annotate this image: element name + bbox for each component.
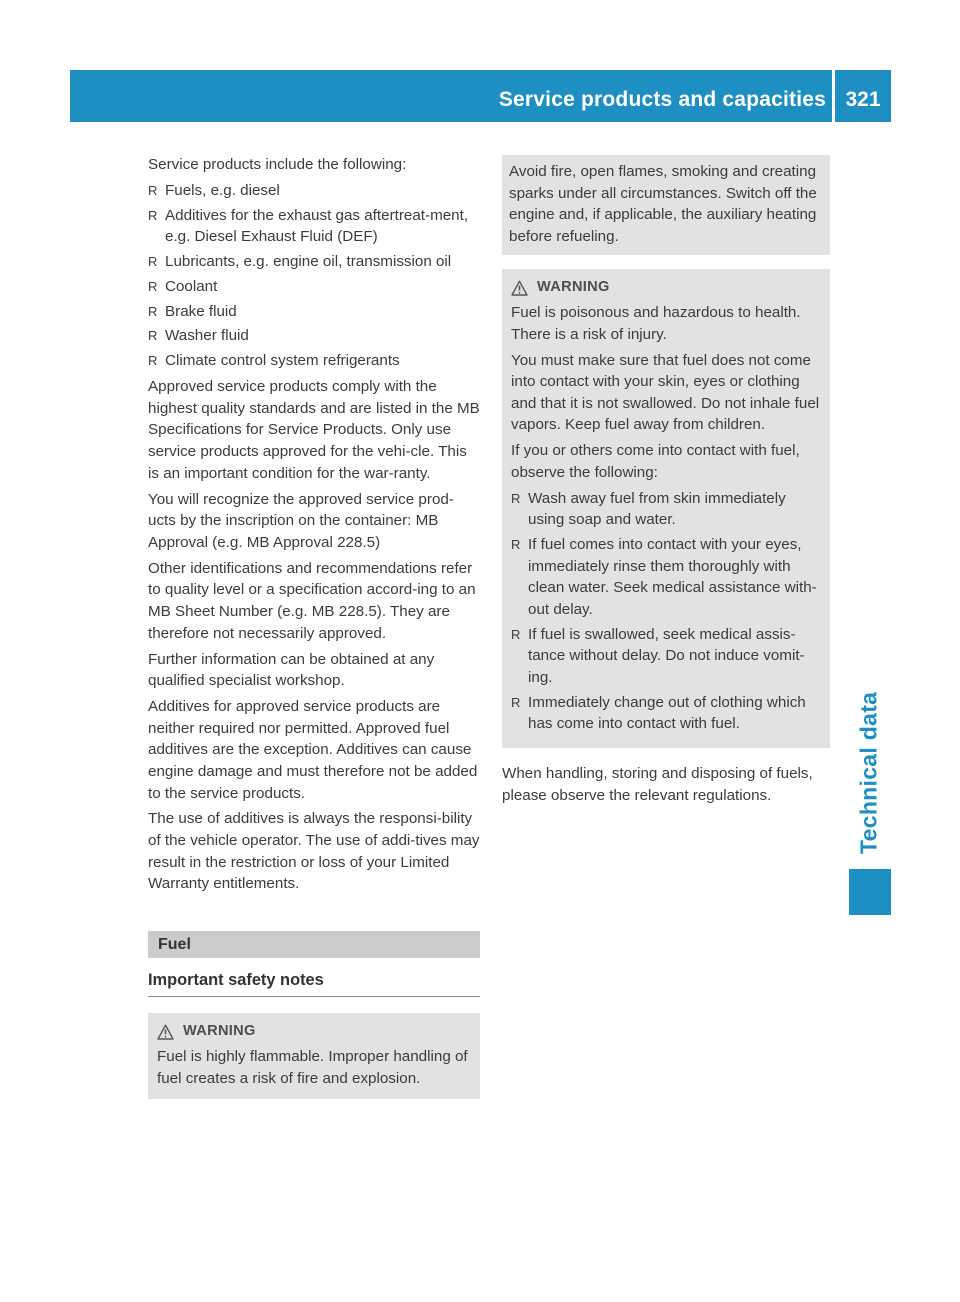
- bullet-marker: R: [148, 303, 158, 319]
- paragraph: Other identifications and recommendations refer to quality level or a specification accord-ing to an MB Sheet Number (e.g. MB 228.5). They are therefore not necessarily approved.: [148, 559, 476, 642]
- list-item: R Immediately change out of clothing which has come into contact with fuel.: [511, 693, 806, 733]
- paragraph: You will recognize the approved service prod-ucts by the inscription on the container: MB Approval (e.g. MB Approval 228.5): [148, 490, 454, 551]
- paragraph: Further information can be obtained at any qualified specialist workshop.: [148, 650, 435, 690]
- list-item: R If fuel comes into contact with your eyes, immediately rinse them thoroughly with clean water. Seek medical assistance with-out delay.: [511, 536, 817, 619]
- bullet-marker: R: [148, 278, 158, 294]
- bullet-marker: R: [148, 254, 158, 270]
- intro-text: Service products include the following:: [148, 156, 407, 173]
- warning-triangle-icon: [511, 280, 528, 296]
- left-column: [148, 154, 480, 1099]
- paragraph: Additives for approved service products are neither required nor permitted. Approved fuel additives are the exception. Additives can cause engine damage and must therefore not be added to the service products.: [148, 698, 478, 802]
- bullet-marker: R: [148, 182, 158, 198]
- side-tab-marker: [849, 869, 891, 915]
- service-products-list: [148, 180, 480, 372]
- continued-warning-box: [502, 155, 830, 255]
- list-item: R If fuel is swallowed, seek medical assis-tance without delay. Do not induce vomit-ing.: [511, 625, 805, 687]
- warning-box-flammable: [148, 1013, 480, 1099]
- bullet-marker: R: [511, 537, 521, 553]
- right-column: [502, 154, 830, 811]
- first-aid-list: [511, 488, 821, 735]
- warning-header: [511, 277, 821, 299]
- subheading-safety-notes: Important safety notes: [148, 970, 480, 998]
- page-header-title: Service products and capacities: [498, 88, 826, 111]
- page-number: 321: [845, 88, 881, 111]
- list-item: R Lubricants, e.g. engine oil, transmission oil: [148, 251, 480, 273]
- box-text: Avoid fire, open flames, smoking and creating sparks under all circumstances. Switch off the engine and, if applicable, the auxiliary heating before refueling.: [509, 163, 817, 245]
- closing-paragraph: When handling, storing and disposing of fuels, please observe the relevant regulations.: [502, 765, 813, 804]
- warning-paragraph: Fuel is poisonous and hazardous to health. There is a risk of injury.: [511, 303, 801, 343]
- list-item: R Climate control system refrigerants: [148, 350, 480, 372]
- bullet-marker: R: [511, 490, 521, 506]
- list-item: R Wash away fuel from skin immediately using soap and water.: [511, 489, 786, 529]
- list-item: R Washer fluid: [148, 325, 480, 347]
- warning-header: [157, 1021, 471, 1043]
- side-tab-label: Technical data: [855, 691, 882, 855]
- section-title-fuel: Fuel: [148, 931, 480, 958]
- warning-paragraph: If you or others come into contact with fuel, observe the following:: [511, 442, 800, 481]
- warning-text: Fuel is highly flammable. Improper handling of fuel creates a risk of fire and explosion.: [157, 1048, 468, 1087]
- list-item: R Fuels, e.g. diesel: [148, 180, 480, 202]
- warning-paragraph: You must make sure that fuel does not come into contact with your skin, eyes or clothing and that it is not swallowed. Do not inhale fuel vapors. Keep fuel away from children.: [511, 351, 820, 434]
- bullet-marker: R: [511, 694, 521, 710]
- warning-title: WARNING: [537, 279, 610, 296]
- list-item: R Additives for the exhaust gas aftertreat-ment, e.g. Diesel Exhaust Fluid (DEF): [148, 206, 469, 246]
- warning-title: WARNING: [183, 1023, 256, 1040]
- paragraph: The use of additives is always the responsi-bility of the vehicle operator. The use of addi-tives may result in the restriction or loss of your Limited Warranty entitlements.: [148, 810, 480, 893]
- list-item: R Coolant: [148, 276, 480, 298]
- warning-triangle-icon: [157, 1024, 174, 1040]
- paragraph: Approved service products comply with the highest quality standards and are listed in the MB Specifications for Service Products. Only use service products approved for the vehi-cle. This is an important condition for the war-ranty.: [148, 378, 480, 482]
- bullet-marker: R: [148, 353, 158, 369]
- bullet-marker: R: [148, 207, 158, 223]
- warning-box-poisonous: [502, 269, 830, 748]
- bullet-marker: R: [148, 328, 158, 344]
- list-item: R Brake fluid: [148, 301, 480, 323]
- bullet-marker: R: [511, 626, 521, 642]
